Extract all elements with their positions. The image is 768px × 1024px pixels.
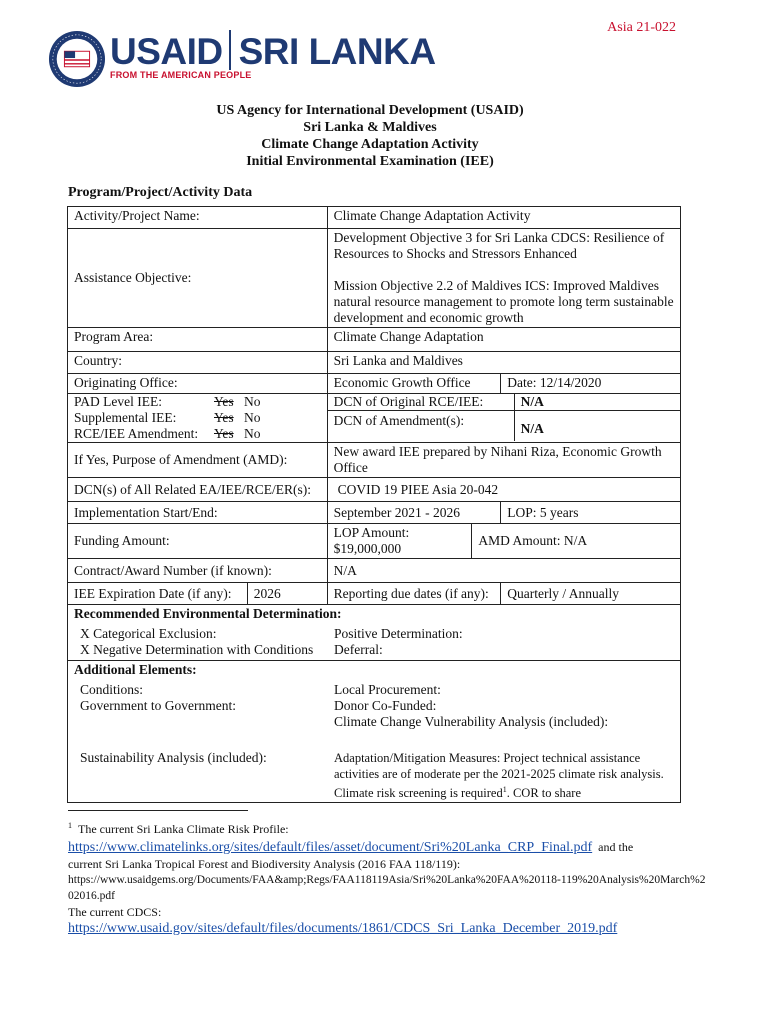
- document-id: Asia 21-022: [607, 20, 676, 35]
- assistance-objective-label: Assistance Objective:: [68, 229, 328, 328]
- adaptation-measures: [334, 750, 680, 801]
- purpose-label: If Yes, Purpose of Amendment (AMD):: [68, 443, 328, 478]
- rce-yes: Yes: [214, 426, 234, 441]
- row-implementation: [68, 502, 681, 524]
- dcn-related-label: DCN(s) of All Related EA/IEE/RCE/ER(s):: [68, 478, 328, 502]
- section-label: Program/Project/Activity Data: [68, 185, 253, 200]
- gov-to-gov-label: Government to Government:: [80, 698, 236, 713]
- program-area-label: Program Area:: [68, 328, 328, 352]
- local-procurement: Local Procurement:: [334, 682, 441, 697]
- date-value: Date: 12/14/2020: [501, 374, 681, 394]
- title-line-2: Sri Lanka & Maldives: [303, 120, 437, 135]
- reporting-label: Reporting due dates (if any):: [327, 583, 501, 605]
- dcn-amendment-value: N/A: [520, 421, 544, 436]
- title-line-4: Initial Environmental Examination (IEE): [246, 154, 494, 169]
- row-contract: [68, 559, 681, 583]
- purpose-value: New award IEE prepared by Nihani Riza, Economic Growth Office: [327, 443, 680, 478]
- document-title: [0, 102, 740, 170]
- row-iee-type: [68, 394, 681, 443]
- row-iee-expiration: [68, 583, 681, 605]
- logo-separator: [229, 30, 231, 70]
- footnote-and-the: and the: [598, 840, 634, 854]
- env-determination-label: Recommended Environmental Determination:: [74, 606, 342, 621]
- dcn-related-value: COVID 19 PIEE Asia 20-042: [327, 478, 680, 502]
- additional-elements-cell: [68, 661, 681, 803]
- iee-type-cell: [68, 394, 328, 443]
- lop-amount-label: LOP Amount:: [333, 525, 410, 540]
- originating-office-value: Economic Growth Office: [327, 374, 501, 394]
- additional-elements-label: Additional Elements:: [74, 662, 197, 677]
- iee-expiration-value: 2026: [247, 583, 327, 605]
- footnote: [68, 818, 708, 937]
- sustainability-analysis: Sustainability Analysis (included):: [80, 750, 267, 765]
- pad-level-label: PAD Level IEE:: [74, 394, 162, 409]
- footnote-line-2: current Sri Lanka Tropical Forest and Biodiversity Analysis (2016 FAA 118/119):: [68, 857, 461, 871]
- row-dcn-related: [68, 478, 681, 502]
- supplemental-yes: Yes: [214, 410, 234, 425]
- row-program-area: [68, 328, 681, 352]
- assistance-objective-2: Mission Objective 2.2 of Maldives ICS: Improved Maldives natural resource management to promote long term sustainable development and economic growth: [333, 278, 674, 325]
- contract-value: N/A: [327, 559, 680, 583]
- adaptation-measures-tail: . COR to share: [506, 786, 582, 801]
- iee-expiration-label: IEE Expiration Date (if any):: [68, 583, 248, 605]
- activity-name-label: Activity/Project Name:: [68, 207, 328, 229]
- supplemental-no: No: [244, 410, 261, 425]
- pad-no: No: [244, 394, 261, 409]
- env-determination-options: [80, 626, 680, 658]
- adaptation-measures-text: Adaptation/Mitigation Measures: Project technical assistance activities are of moderate per the 2021-2025 climate risk analysis. Climate risk screening is required: [334, 751, 664, 801]
- categorical-exclusion: X Categorical Exclusion:: [80, 626, 217, 641]
- donor-cofunded: Donor Co-Funded:: [334, 698, 437, 713]
- cdcs-link[interactable]: https://www.usaid.gov/sites/default/files/documents/1861/CDCS_Sri_Lanka_December_2019.pdf: [68, 921, 618, 936]
- positive-determination: Positive Determination:: [334, 626, 463, 641]
- funding-label: Funding Amount:: [68, 524, 328, 559]
- contract-label: Contract/Award Number (if known):: [68, 559, 328, 583]
- dcn-cell: [327, 394, 680, 443]
- footnote-line-3[interactable]: https://www.usaidgems.org/Documents/FAA&amp;Regs/FAA118119Asia/Sri%20Lanka%20FAA%20118-119%20Analysis%20March%202016.pdf: [68, 874, 706, 902]
- dcn-original-label: DCN of Original RCE/IEE:: [328, 394, 515, 411]
- country-value: Sri Lanka and Maldives: [327, 352, 680, 374]
- implementation-label: Implementation Start/End:: [68, 502, 328, 524]
- reporting-value: Quarterly / Annually: [501, 583, 681, 605]
- supplemental-label: Supplemental IEE:: [74, 410, 177, 425]
- row-originating-office: [68, 374, 681, 394]
- additional-elements-list: [80, 682, 680, 801]
- logo-usaid-text: USAID: [110, 31, 223, 72]
- usaid-wordmark: [110, 30, 436, 74]
- logo-tagline: FROM THE AMERICAN PEOPLE: [110, 70, 252, 80]
- title-line-1: US Agency for International Development (USAID): [216, 103, 524, 118]
- assistance-objective-1: Development Objective 3 for Sri Lanka CDCS: Resilience of Resources to Shocks and Stressors Enhanced: [333, 230, 665, 261]
- logo-country-text: SRI LANKA: [238, 31, 436, 72]
- row-env-determination: [68, 605, 681, 661]
- row-activity-name: [68, 207, 681, 229]
- country-label: Country:: [68, 352, 328, 374]
- lop-amount-cell: [327, 524, 472, 559]
- lop-amount-value: $19,000,000: [333, 541, 402, 556]
- footnote-rule: [68, 810, 248, 811]
- originating-office-label: Originating Office:: [68, 374, 328, 394]
- row-additional-elements: [68, 661, 681, 803]
- row-funding: [68, 524, 681, 559]
- dcn-amendment-label: DCN of Amendment(s):: [328, 411, 515, 441]
- env-determination-cell: [68, 605, 681, 661]
- conditions-label: Conditions:: [80, 682, 144, 697]
- iee-type-list: [74, 394, 321, 442]
- amd-amount: AMD Amount: N/A: [472, 524, 681, 559]
- row-assistance-objective: [68, 229, 681, 328]
- footnote-number: 1: [68, 821, 72, 830]
- pad-yes: Yes: [214, 394, 234, 409]
- title-line-3: Climate Change Adaptation Activity: [261, 137, 479, 152]
- rce-no: No: [244, 426, 261, 441]
- row-purpose: [68, 443, 681, 478]
- climate-risk-profile-link[interactable]: https://www.climatelinks.org/sites/default/files/asset/document/Sri%20Lanka_CRP_Final.pdf: [68, 840, 593, 855]
- footnote-line-1: The current Sri Lanka Climate Risk Profile:: [78, 822, 289, 836]
- dcn-original-value: N/A: [514, 394, 680, 411]
- dcn-subtable: [328, 394, 680, 441]
- negative-determination: X Negative Determination with Conditions: [80, 642, 314, 657]
- assistance-objective-value: [327, 229, 680, 328]
- rce-amendment-label: RCE/IEE Amendment:: [74, 426, 199, 441]
- activity-data-table: [67, 206, 681, 803]
- implementation-value: September 2021 - 2026: [327, 502, 501, 524]
- activity-name-value: Climate Change Adaptation Activity: [327, 207, 680, 229]
- lop-years-value: LOP: 5 years: [501, 502, 681, 524]
- climate-vulnerability: Climate Change Vulnerability Analysis (included):: [334, 714, 609, 729]
- usaid-seal-logo: [48, 30, 106, 88]
- footnote-line-4: The current CDCS:: [68, 905, 162, 919]
- row-country: [68, 352, 681, 374]
- deferral: Deferral:: [334, 642, 383, 657]
- footnote-ref[interactable]: 1: [502, 785, 507, 794]
- program-area-value: Climate Change Adaptation: [327, 328, 680, 352]
